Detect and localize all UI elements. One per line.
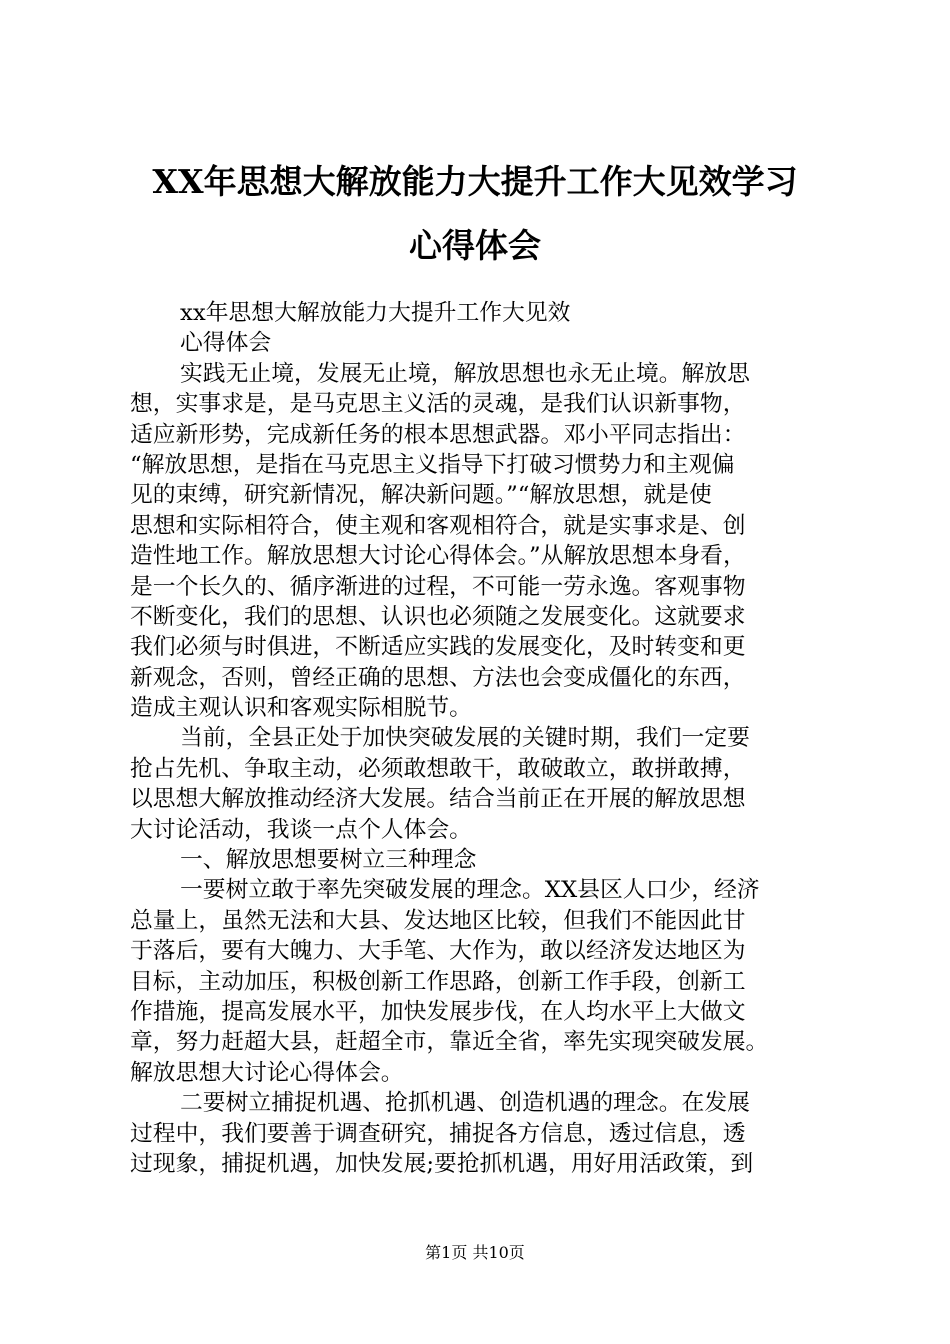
- body-line: 思想和实际相符合，使主观和客观相符合，就是实事求是、创: [130, 512, 746, 539]
- body-line: 解放思想大讨论心得体会。: [130, 1059, 404, 1086]
- body-line: 一要树立敢于率先突破发展的理念。XX县区人口少，经济: [180, 877, 760, 904]
- body-line: “解放思想，是指在马克思主义指导下打破习惯势力和主观偏: [130, 451, 735, 478]
- body-line: 我们必须与时俱进，不断适应实践的发展变化，及时转变和更: [130, 634, 746, 661]
- body-line: 大讨论活动，我谈一点个人体会。: [130, 816, 472, 843]
- body-line: 实践无止境，发展无止境，解放思想也永无止境。解放思: [180, 360, 750, 387]
- body-line: 当前，全县正处于加快突破发展的关键时期，我们一定要: [180, 725, 750, 752]
- body-line: 新观念，否则，曾经正确的思想、方法也会变成僵化的东西，: [130, 664, 746, 691]
- body-line: 是一个长久的、循序渐进的过程，不可能一劳永逸。客观事物: [130, 573, 746, 600]
- body-line: 过现象，捕捉机遇，加快发展;要抢抓机遇，用好用活政策，到: [130, 1150, 754, 1177]
- title-line-2: 心得体会: [409, 226, 541, 265]
- body-line: xx年思想大解放能力大提升工作大见效: [180, 300, 571, 326]
- body-line: 以思想大解放推动经济大发展。结合当前正在开展的解放思想: [130, 786, 746, 813]
- body-line: 于落后，要有大魄力、大手笔、大作为，敢以经济发达地区为: [130, 938, 746, 965]
- body-line: 造性地工作。解放思想大讨论心得体会。”从解放思想本身看，: [130, 543, 746, 570]
- body-line: 造成主观认识和客观实际相脱节。: [130, 695, 472, 722]
- title-line-1: XX年思想大解放能力大提升工作大见效学习: [152, 162, 798, 201]
- body-line: 不断变化，我们的思想、认识也必须随之发展变化。这就要求: [130, 603, 746, 630]
- document-title: [100, 150, 850, 278]
- body-line: 目标，主动加压，积极创新工作思路，创新工作手段，创新工: [130, 968, 746, 995]
- body-line: 一、解放思想要树立三种理念: [180, 847, 477, 874]
- body-line: 抢占先机、争取主动，必须敢想敢干，敢破敢立，敢拼敢搏，: [130, 755, 746, 782]
- page-footer: 第1页 共10页: [425, 1243, 525, 1262]
- body-line: 过程中，我们要善于调查研究，捕捉各方信息，透过信息，透: [130, 1120, 746, 1147]
- document-body: [130, 298, 835, 1179]
- body-line: 心得体会: [180, 330, 272, 357]
- body-line: 章，努力赶超大县，赶超全市，靠近全省，率先实现突破发展。: [130, 1029, 769, 1056]
- body-line: 适应新形势，完成新任务的根本思想武器。邓小平同志指出：: [130, 421, 746, 448]
- body-line: 二要树立捕捉机遇、抢抓机遇、创造机遇的理念。在发展: [180, 1090, 750, 1117]
- body-line: 作措施，提高发展水平，加快发展步伐，在人均水平上大做文: [130, 998, 746, 1025]
- body-line: 想，实事求是，是马克思主义活的灵魂，是我们认识新事物，: [130, 391, 746, 418]
- body-line: 见的束缚，研究新情况，解决新问题。”“解放思想，就是使: [130, 482, 712, 509]
- body-line: 总量上，虽然无法和大县、发达地区比较，但我们不能因此甘: [130, 907, 746, 934]
